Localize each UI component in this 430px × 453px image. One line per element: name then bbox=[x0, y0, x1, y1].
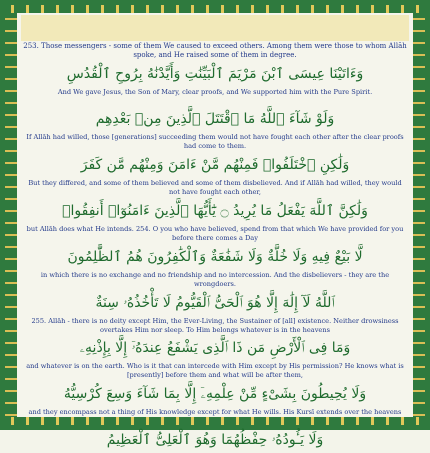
translation-line-3: But they differed, and some of them believed and some of them disbelieved. And if Allāh had willed, they would not have fought each other, bbox=[28, 179, 402, 197]
arabic-line-4: وَلَٰكِنَّ ٱللَّهَ يَفْعَلُ مَا يُرِيدُ ۝ يَٰٓأَيُّهَا ٱلَّذِينَ ءَامَنُوٓا۟ أَنفِقُوا۟ bbox=[62, 203, 368, 220]
arabic-line-9: وَلَا يَـُٔودُهُۥ حِفْظُهُمَا وَهُوَ ٱلْعَلِىُّ ٱلْعَظِيمُ bbox=[106, 432, 324, 449]
arabic-line-7: وَمَا فِى ٱلْأَرْضِ مَن ذَا ٱلَّذِى يَشْفَعُ عِندَهُۥٓ إِلَّا بِإِذْنِهِۦ bbox=[79, 340, 351, 357]
translation-line-1: And We gave Jesus, the Son of Mary, clear proofs, and We supported him with the Pure Spirit. bbox=[57, 87, 373, 96]
translation-line-6: 255. Allāh - there is no deity except Him, the Ever-Living, the Sustainer of [all] existence. Neither drowsiness overtakes Him nor sleep. To Him belongs whatever is in the heavens bbox=[31, 316, 399, 334]
arabic-line-6: ٱللَّهُ لَآ إِلَٰهَ إِلَّا هُوَ ٱلْحَىُّ ٱلْقَيُّومُ لَا تَأْخُذُهُۥ سِنَةٌ bbox=[95, 294, 335, 311]
translation-line-5: in which there is no exchange and no friendship and no intercession. And the disbelievers - they are the wrongdoers. bbox=[40, 270, 390, 288]
left-border-ornament bbox=[5, 13, 17, 417]
translation-line-8: and they encompass not a thing of His knowledge except for what He wills. His Kursī extends over the heavens bbox=[28, 408, 402, 417]
arabic-line-2: وَلَوْ شَآءَ ٱللَّهُ مَا ٱقْتَتَلَ ٱلَّذِينَ مِنۢ بَعْدِهِم bbox=[95, 111, 335, 128]
bottom-border-ornament bbox=[5, 417, 425, 425]
arabic-line-3: وَلَٰكِنِ ٱخْتَلَفُوا۟ فَمِنْهُم مَّنْ ءَامَنَ وَمِنْهُم مَّن كَفَرَ bbox=[80, 157, 350, 174]
arabic-line-8: وَلَا يُحِيطُونَ بِشَىْءٍ مِّنْ عِلْمِهِۦٓ إِلَّا بِمَا شَآءَ وَسِعَ كُرْسِيُّهُ bbox=[63, 386, 367, 403]
translation-line-7: and whatever is on the earth. Who is it that can intercede with Him except by His permission? He knows what is [presently] before them and what will be after them, bbox=[26, 362, 404, 380]
translation-line-4: but Allāh does what He intends. 254. O you who have believed, spend from that which We have provided for you before there comes a Day bbox=[26, 224, 404, 242]
right-border-ornament bbox=[413, 13, 425, 417]
arabic-line-1: وَءَاتَيْنَا عِيسَى ٱبْنَ مَرْيَمَ ٱلْبَيِّنَٰتِ وَأَيَّدْنَٰهُ بِرُوحِ ٱلْقُدُسِ bbox=[66, 65, 364, 82]
arabic-line-0 bbox=[21, 15, 409, 41]
page-content bbox=[21, 15, 409, 449]
top-border-ornament bbox=[5, 5, 425, 13]
translation-line-2: If Allāh had willed, those [generations] succeeding them would not have fought each other after the clear proofs had come to them. bbox=[26, 133, 404, 151]
translation-line-0: 253. Those messengers - some of them We caused to exceed others. Among them were those to whom Allāh spoke, and He raised some of them in degree. bbox=[23, 41, 407, 59]
arabic-line-5: لَّا بَيْعٌ فِيهِ وَلَا خُلَّةٌ وَلَا شَفَٰعَةٌ وَٱلْكَٰفِرُونَ هُمُ ٱلظَّٰلِمُونَ bbox=[67, 248, 363, 265]
